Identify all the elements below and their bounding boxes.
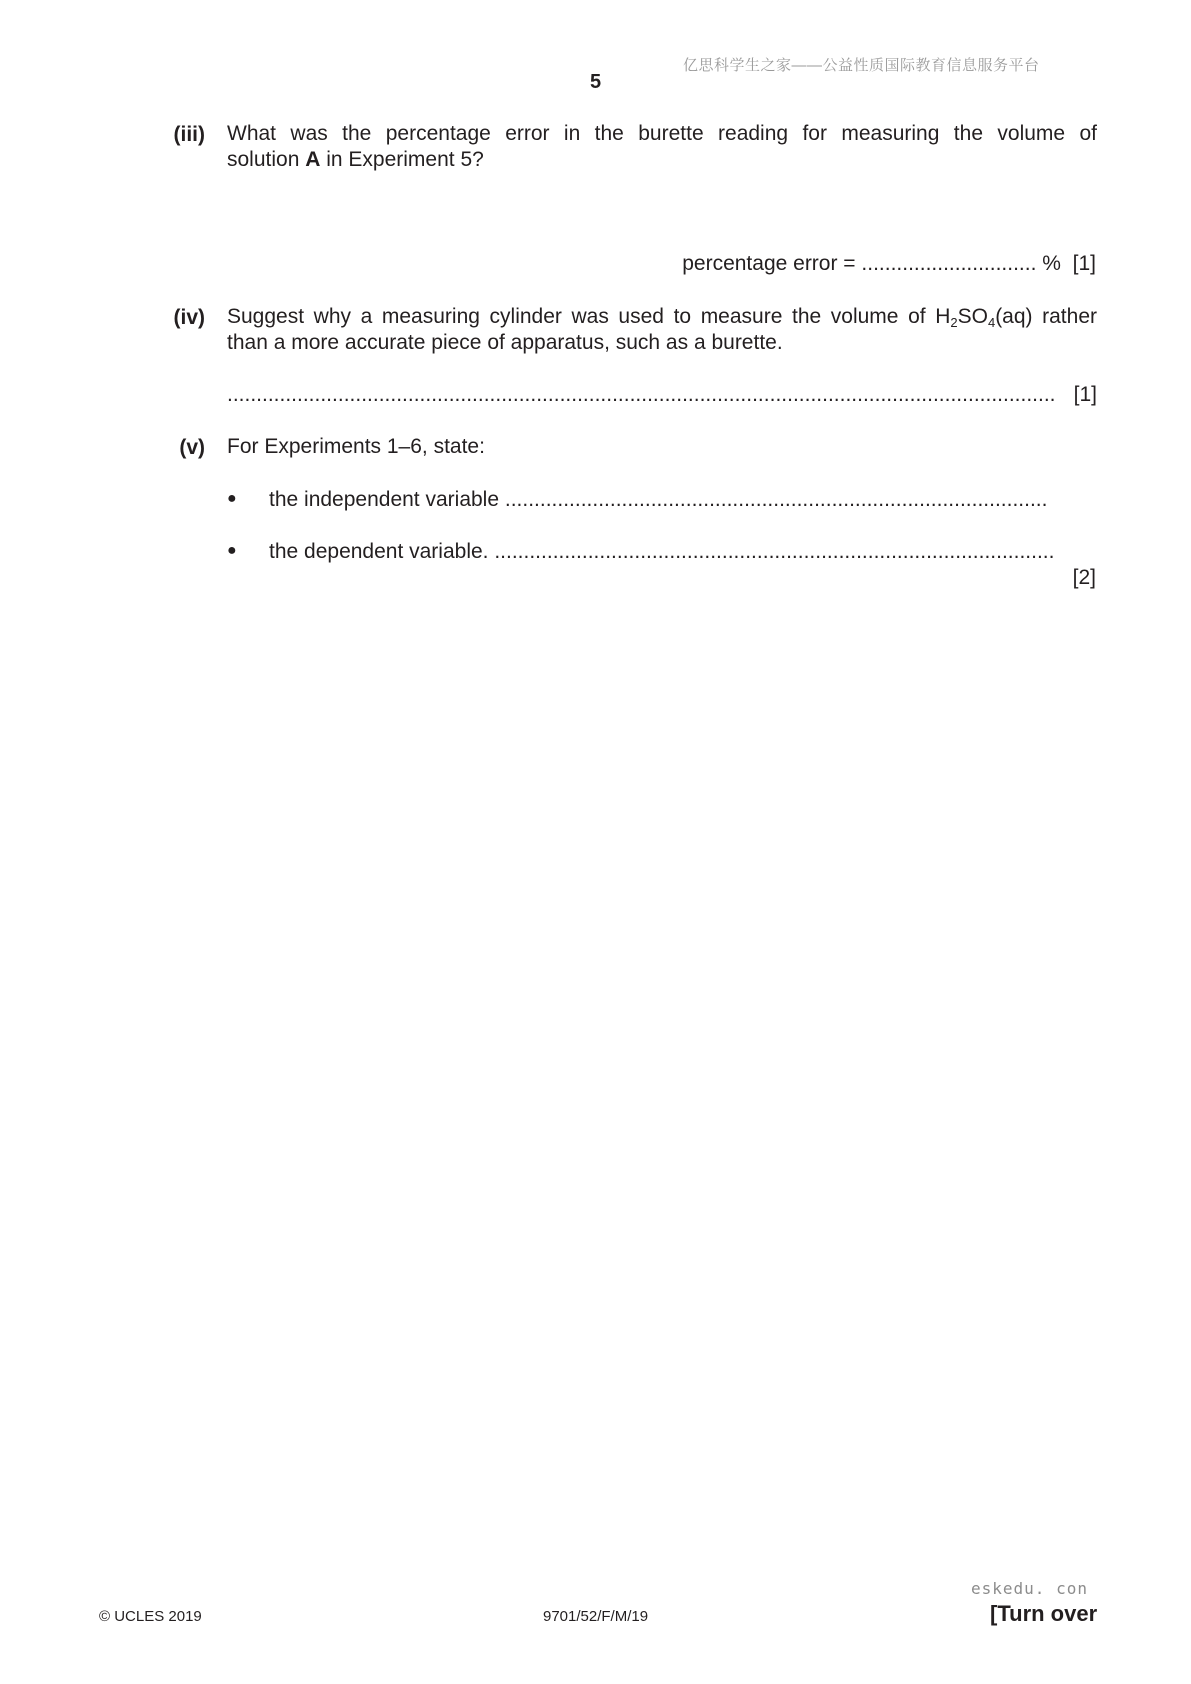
dependent-variable-answer-field[interactable]: ................................................................................................: [494, 540, 1055, 563]
footer-copyright: © UCLES 2019: [99, 1608, 202, 1625]
question-iii-line1: What was the percentage error in the burette reading for measuring the volume of: [227, 122, 1097, 145]
question-iii-text: [227, 121, 1097, 173]
question-iv-line1: [227, 304, 1097, 330]
question-iv-line2: than a more accurate piece of apparatus, such as a burette.: [227, 331, 783, 354]
independent-variable-answer-field[interactable]: .............................................................................................: [504, 488, 1048, 511]
question-iii-line2-post: in Experiment 5?: [320, 148, 484, 171]
question-iii-marks: [1]: [1072, 252, 1096, 275]
header-watermark: 亿思科学生之家——公益性质国际教育信息服务平台: [683, 57, 1040, 74]
question-iii-label: (iii): [173, 123, 205, 146]
question-iv-line1-pre: Suggest why a measuring cylinder was used to measure the volume of H: [227, 305, 951, 328]
solution-a-label: A: [305, 148, 321, 171]
percentage-error-answer-field[interactable]: ..............................: [861, 252, 1037, 275]
question-iv-text: [227, 304, 1097, 356]
question-iv-answer-line: [227, 382, 1097, 408]
turn-over-label: [Turn over: [990, 1601, 1098, 1626]
question-v-label: (v): [179, 436, 205, 459]
percentage-error-answer-line: [682, 251, 1096, 277]
subscript-2: 2: [950, 315, 958, 330]
bullet-icon: ●: [227, 490, 237, 507]
subscript-4: 4: [987, 315, 996, 330]
bullet-icon: ●: [227, 542, 237, 559]
percentage-unit: %: [1036, 252, 1061, 275]
question-iv-label: (iv): [173, 306, 205, 329]
question-v-marks: [2]: [1072, 566, 1096, 589]
dependent-variable-label: the dependent variable.: [269, 540, 495, 563]
percentage-error-label: percentage error =: [682, 252, 862, 275]
question-iv-answer-field[interactable]: ..............................................................................................................................................: [227, 383, 1056, 406]
question-v-intro: For Experiments 1–6, state:: [227, 435, 485, 458]
question-iii-line2: [227, 147, 1097, 173]
question-iii-line2-pre: solution: [227, 148, 306, 171]
footer-paper-code: 9701/52/F/M/19: [543, 1608, 649, 1625]
dependent-variable-line: [269, 539, 1097, 565]
independent-variable-line: [269, 487, 1097, 513]
question-iv-line1-post: (aq) rather: [995, 305, 1097, 328]
independent-variable-label: the independent variable: [269, 488, 505, 511]
question-iv-marks: [1]: [1073, 383, 1097, 406]
footer-site-watermark: eskedu. con: [971, 1579, 1088, 1598]
question-iv-line1-mid: SO: [957, 305, 988, 328]
page-number: 5: [589, 71, 602, 93]
